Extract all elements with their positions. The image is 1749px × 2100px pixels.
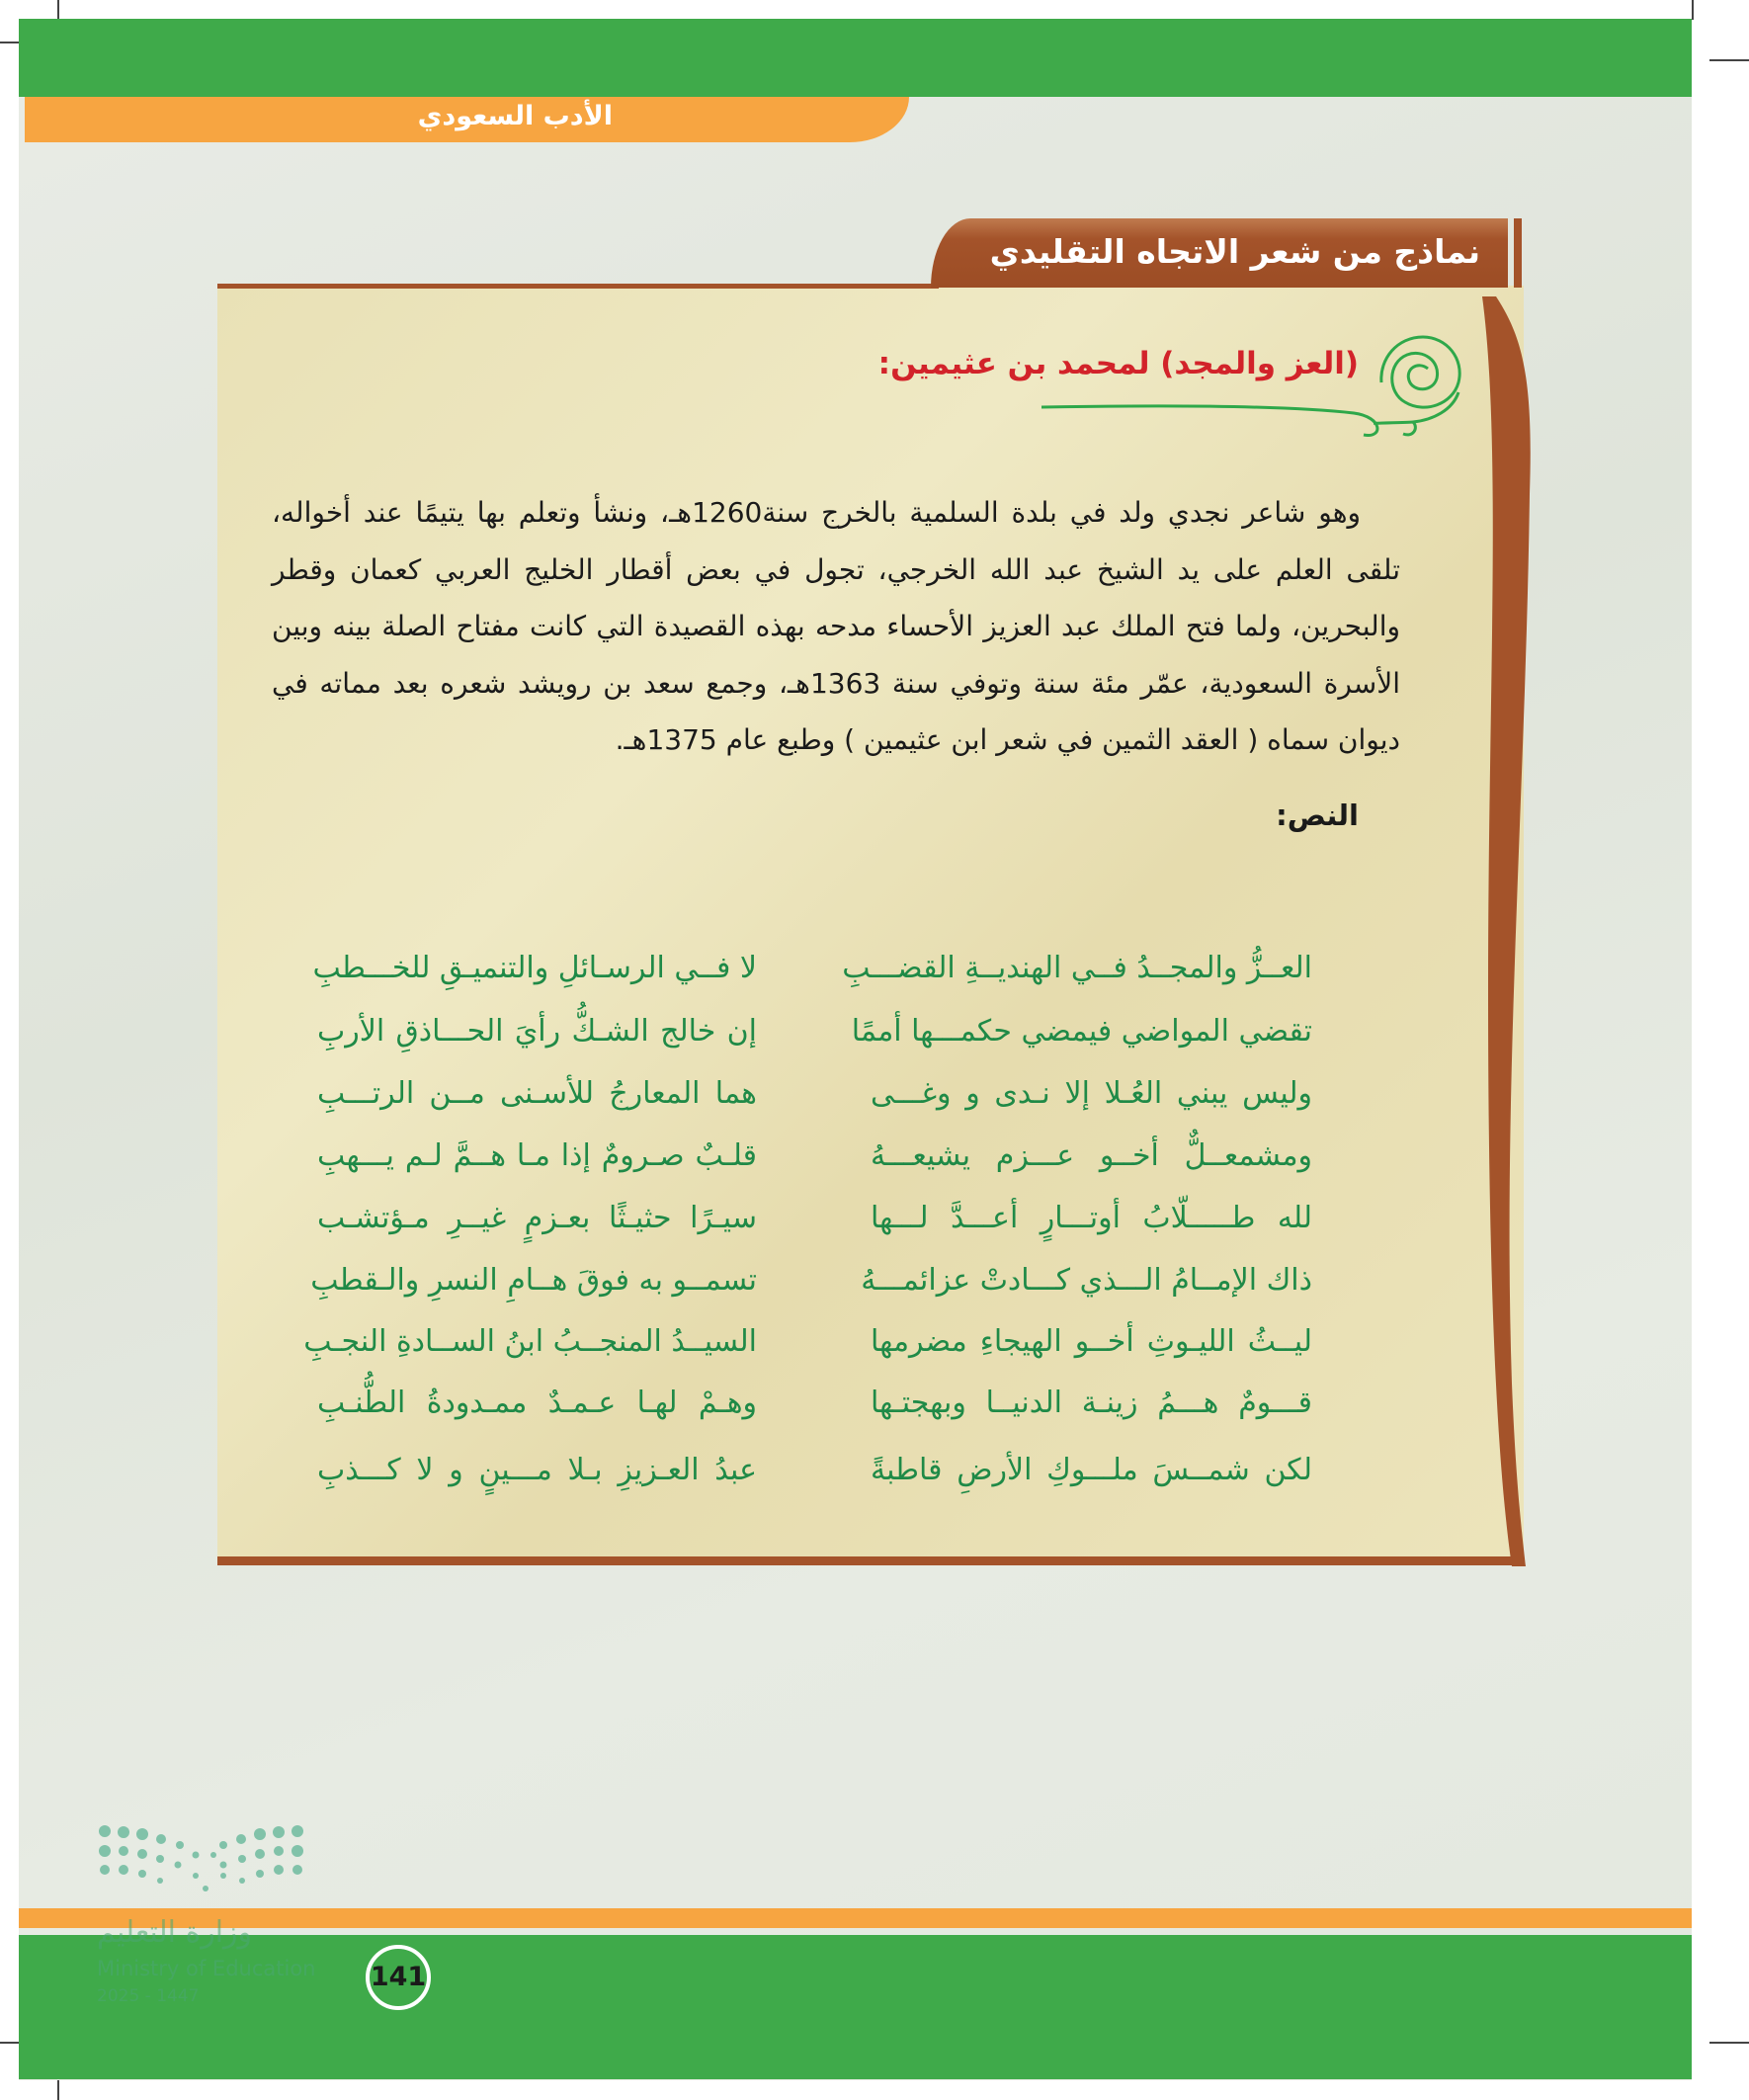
verse-first-hemistich: تقضي المواضي فيمضي حكمـــها أممًا [851, 1014, 1312, 1049]
verse-second-hemistich: سيـرًا حثيـثًا بعـزمٍ غيــرِ مـؤتشـب [317, 1201, 757, 1235]
banner-edge [1514, 218, 1522, 288]
top-green-bar [19, 19, 1692, 97]
verse-second-hemistich: السيــدُ المنجــبُ ابنُ الســادةِ النجـبِ [303, 1324, 757, 1359]
verse-first-hemistich: لكن شمــسَ ملـــوكِ الأرضِ قاطبةً [871, 1453, 1312, 1487]
verse-first-hemistich: العــزُّ والمجــدُ فــي الهنديــةِ القضـــبِ [842, 951, 1312, 985]
section-label: الأدب السعودي [417, 101, 613, 131]
poet-biography [272, 484, 1400, 769]
subtitle-underline-ornament [1038, 395, 1393, 445]
verse-first-hemistich: وليس يبني العُـلا إلا نـدى و وغـــى [871, 1076, 1312, 1111]
scroll-curl-edge [1482, 296, 1534, 1566]
title-underline [217, 284, 939, 289]
page-number: 141 [366, 1945, 431, 2010]
verse-second-hemistich: تسمــو به فوقَ هــامِ النسرِ والـقطبِ [310, 1263, 757, 1298]
lesson-title-banner [931, 218, 1508, 288]
crop-mark [1709, 59, 1749, 61]
verse-second-hemistich: هما المعارجُ للأسـنى مــن الرتـــبِ [317, 1076, 757, 1111]
crop-mark [1692, 0, 1694, 20]
lesson-title: نماذج من شعر الاتجاه التقليدي [989, 232, 1480, 271]
ministry-logo-dots [97, 1823, 314, 1902]
ministry-logo-english: Ministry of Education [97, 1957, 316, 1980]
verse-first-hemistich: قـــومٌ هـــمُ زينـة الدنيــا وبهجتـها [871, 1386, 1312, 1420]
verse-second-hemistich: قلـبٌ صـرومٌ إذا مـا هــمَّ لـم يـــهبِ [317, 1138, 757, 1173]
crop-mark [1709, 2042, 1749, 2044]
verse-second-hemistich: لا فــي الرسـائلِ والتنميـقِ للخـــطبِ [312, 951, 757, 985]
poem-subtitle: (العز والمجد) لمحمد بن عثيمين: [877, 346, 1359, 381]
verse-first-hemistich: ومشمعــلٌّ أخــو عـــزم يشيعـــهُ [871, 1138, 1312, 1173]
verse-first-hemistich: ليــثُ الليـوثِ أخــو الهيجاءِ مضرمها [871, 1324, 1312, 1359]
scroll-panel [217, 286, 1524, 1565]
verse-first-hemistich: ذاك الإمــامُ الـــذي كـــادتْ عزائمـــهُ [861, 1263, 1312, 1298]
ministry-logo-year: 2025 - 1447 [97, 1986, 200, 2006]
verse-first-hemistich: لله طـــــلّابُ أوتـــارٍ أعـــدَّ لـــها [871, 1201, 1312, 1235]
verse-second-hemistich: إن خالج الشـكُّ رأيَ الحـــاذقِ الأربِ [317, 1014, 757, 1049]
verse-second-hemistich: وهـمْ لهـا عـمـدٌ ممـدودةُ الطُّنـبِ [317, 1386, 757, 1420]
footer-orange-strip [19, 1908, 1692, 1928]
ministry-logo-arabic: وزارة التعليم [97, 1915, 253, 1950]
section-header [25, 97, 909, 142]
biography-text: وهو شاعر نجدي ولد في بلدة السلمية بالخرج سنة1260هـ، ونشأ وتعلم بها يتيمًا عند أخواله، تلقى العلم على يد الشيخ عبد الله الخرجي، تجول في بعض أقطار الخليج العربي كعمان وقطر والبحرين، ولما فتح الملك عبد العزيز الأحساء مدحه بهذه القصيدة التي كانت مفتاح الصلة بينه وبين الأسرة السعودية، عمّر مئة سنة وتوفي سنة 1363هـ، وجمع سعد بن رويشد شعره بعد مماته في ديوان سماه ( العقد الثمين في شعر ابن عثيمين ) وطبع عام 1375هـ. [272, 496, 1400, 756]
crop-mark [57, 2080, 59, 2100]
verse-second-hemistich: عبدُ العـزيزِ بـلا مـــينٍ و لا كـــذبِ [317, 1453, 757, 1487]
text-label: النص: [1276, 798, 1359, 832]
